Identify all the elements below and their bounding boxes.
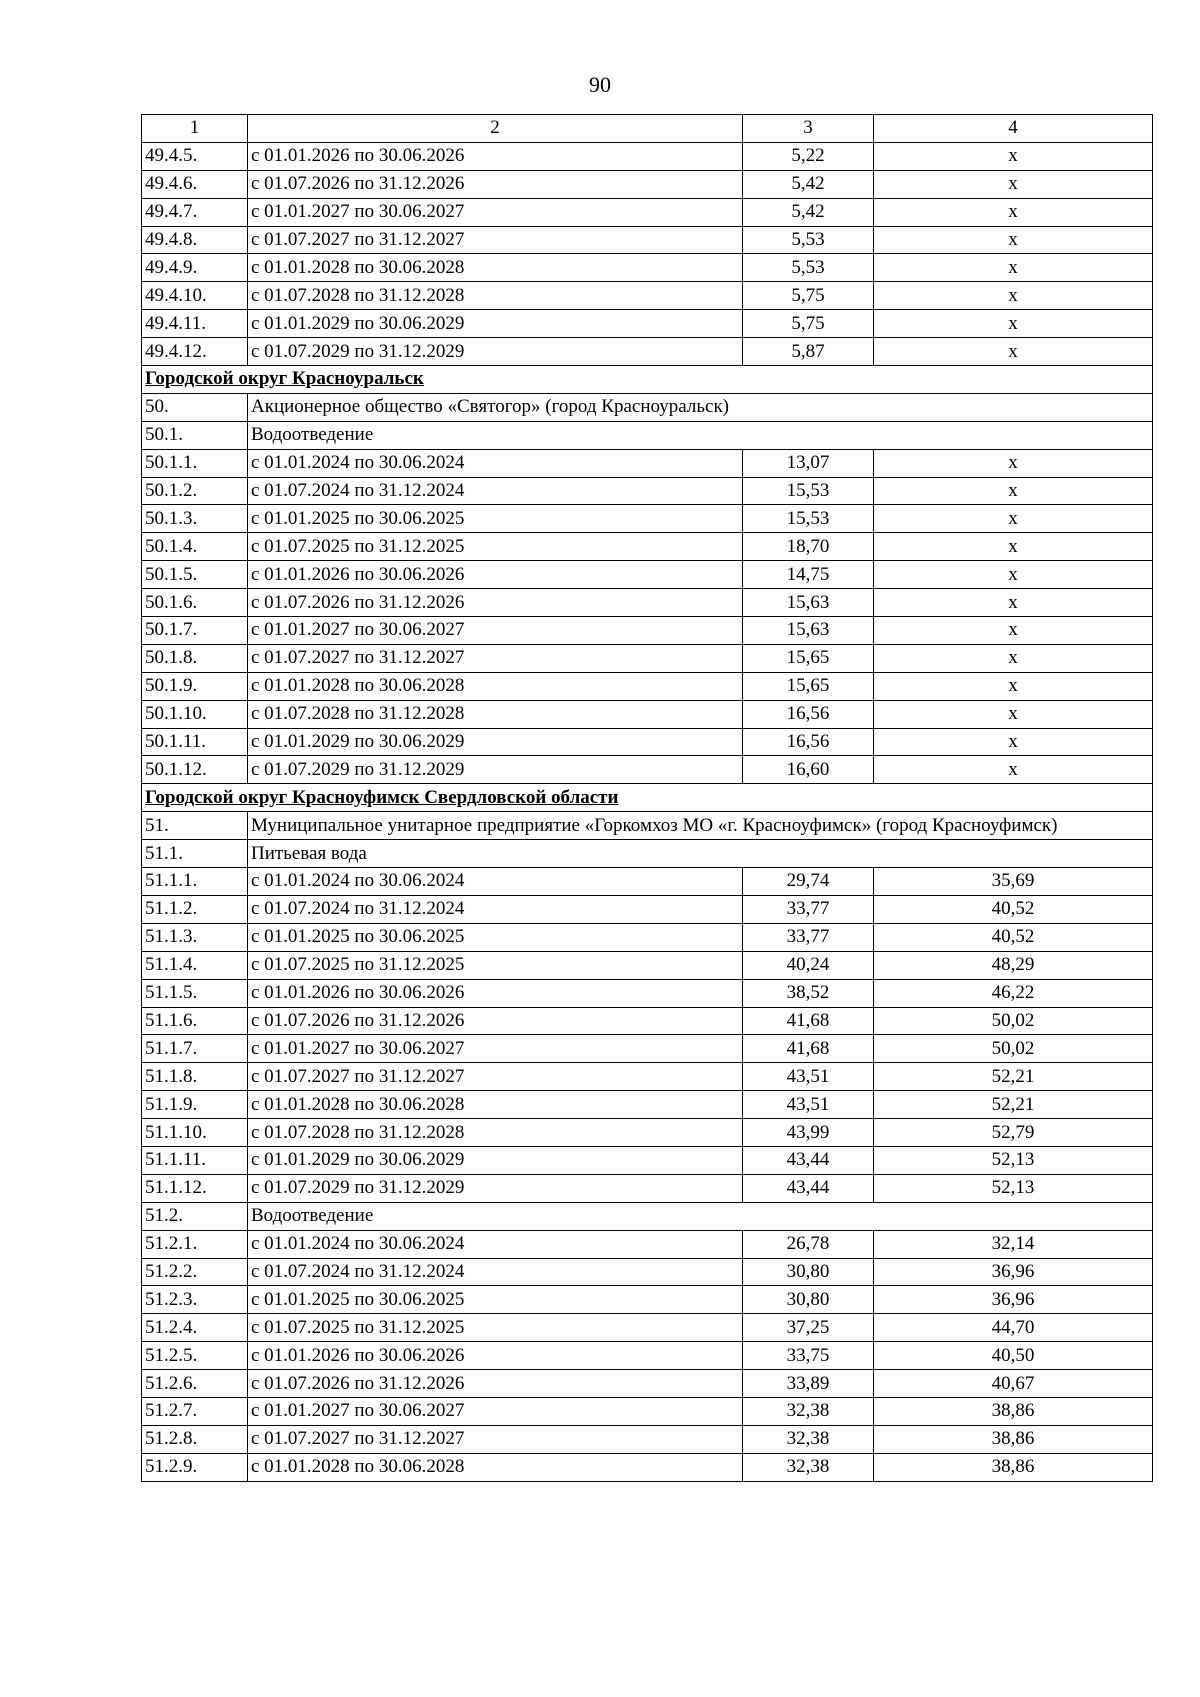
- tariff-value-with-vat: 38,86: [874, 1453, 1153, 1481]
- tariff-value: 15,53: [743, 477, 874, 505]
- tariff-value: 15,63: [743, 589, 874, 617]
- period: с 01.01.2027 по 30.06.2027: [248, 1035, 743, 1063]
- table-row: [142, 617, 1153, 645]
- tariff-value: 43,44: [743, 1146, 874, 1174]
- tariff-value-with-vat: 46,22: [874, 979, 1153, 1007]
- table-row: [142, 1035, 1153, 1063]
- period: с 01.07.2024 по 31.12.2024: [248, 895, 743, 923]
- table-row: [142, 1286, 1153, 1314]
- table-row: [142, 1119, 1153, 1147]
- row-number: 50.1.8.: [142, 644, 248, 672]
- period: с 01.01.2026 по 30.06.2026: [248, 142, 743, 170]
- period: с 01.07.2026 по 31.12.2026: [248, 1370, 743, 1398]
- table-row: [142, 449, 1153, 477]
- period: с 01.01.2028 по 30.06.2028: [248, 672, 743, 700]
- period: с 01.07.2027 по 31.12.2027: [248, 1425, 743, 1453]
- period: с 01.07.2029 по 31.12.2029: [248, 1174, 743, 1202]
- tariff-value-with-vat: х: [874, 310, 1153, 338]
- row-number: 51.1.11.: [142, 1146, 248, 1174]
- tariff-value: 15,65: [743, 672, 874, 700]
- tariff-value-with-vat: 38,86: [874, 1397, 1153, 1425]
- tariff-value: 32,38: [743, 1425, 874, 1453]
- table-row: [142, 254, 1153, 282]
- row-number: 51.1.8.: [142, 1063, 248, 1091]
- period: с 01.07.2028 по 31.12.2028: [248, 700, 743, 728]
- period: с 01.01.2024 по 30.06.2024: [248, 868, 743, 896]
- row-number: 51.: [142, 812, 248, 840]
- group-row: [142, 393, 1153, 421]
- tariff-value-with-vat: х: [874, 226, 1153, 254]
- section-row: [142, 784, 1153, 812]
- tariff-value: 32,38: [743, 1397, 874, 1425]
- tariff-value: 5,22: [743, 142, 874, 170]
- tariff-value-with-vat: 52,21: [874, 1091, 1153, 1119]
- period: с 01.07.2028 по 31.12.2028: [248, 282, 743, 310]
- tariff-value: 16,56: [743, 700, 874, 728]
- tariff-value: 30,80: [743, 1258, 874, 1286]
- group-row: [142, 812, 1153, 840]
- period: с 01.01.2026 по 30.06.2026: [248, 561, 743, 589]
- period: с 01.07.2028 по 31.12.2028: [248, 1119, 743, 1147]
- period: с 01.07.2025 по 31.12.2025: [248, 533, 743, 561]
- table-row: [142, 589, 1153, 617]
- period: с 01.01.2024 по 30.06.2024: [248, 1230, 743, 1258]
- table-row: [142, 895, 1153, 923]
- period: с 01.01.2029 по 30.06.2029: [248, 1146, 743, 1174]
- tariff-value-with-vat: 40,50: [874, 1342, 1153, 1370]
- table-row: [142, 1174, 1153, 1202]
- tariff-value-with-vat: 50,02: [874, 1035, 1153, 1063]
- row-number: 49.4.12.: [142, 338, 248, 366]
- table-row: [142, 868, 1153, 896]
- period: с 01.01.2024 по 30.06.2024: [248, 449, 743, 477]
- table-row: [142, 198, 1153, 226]
- tariff-value: 38,52: [743, 979, 874, 1007]
- row-number: 49.4.10.: [142, 282, 248, 310]
- section-row: [142, 366, 1153, 394]
- row-number: 51.2.6.: [142, 1370, 248, 1398]
- group-row: [142, 421, 1153, 449]
- tariff-value-with-vat: х: [874, 505, 1153, 533]
- table-row: [142, 644, 1153, 672]
- period: с 01.01.2028 по 30.06.2028: [248, 254, 743, 282]
- tariff-value-with-vat: х: [874, 282, 1153, 310]
- tariff-value: 5,42: [743, 170, 874, 198]
- group-title: Водоотведение: [248, 1202, 1153, 1230]
- tariff-value-with-vat: х: [874, 561, 1153, 589]
- table-header-row: [142, 115, 1153, 143]
- table-row: [142, 505, 1153, 533]
- period: с 01.01.2026 по 30.06.2026: [248, 979, 743, 1007]
- section-title: Городской округ Красноуральск: [142, 366, 1153, 394]
- group-row: [142, 840, 1153, 868]
- column-number-4: 4: [874, 115, 1153, 143]
- row-number: 51.1.7.: [142, 1035, 248, 1063]
- row-number: 50.1.12.: [142, 756, 248, 784]
- period: с 01.01.2029 по 30.06.2029: [248, 728, 743, 756]
- period: с 01.07.2026 по 31.12.2026: [248, 1007, 743, 1035]
- table-row: [142, 282, 1153, 310]
- table-row: [142, 338, 1153, 366]
- row-number: 51.2.3.: [142, 1286, 248, 1314]
- tariff-value-with-vat: 35,69: [874, 868, 1153, 896]
- period: с 01.07.2026 по 31.12.2026: [248, 589, 743, 617]
- tariff-table: [141, 114, 1153, 1482]
- period: с 01.01.2029 по 30.06.2029: [248, 310, 743, 338]
- row-number: 50.1.3.: [142, 505, 248, 533]
- table-row: [142, 1230, 1153, 1258]
- column-number-2: 2: [248, 115, 743, 143]
- table-row: [142, 142, 1153, 170]
- tariff-value: 33,75: [743, 1342, 874, 1370]
- tariff-value-with-vat: 40,52: [874, 923, 1153, 951]
- table-row: [142, 728, 1153, 756]
- table-row: [142, 979, 1153, 1007]
- period: с 01.07.2024 по 31.12.2024: [248, 1258, 743, 1286]
- row-number: 50.1.10.: [142, 700, 248, 728]
- tariff-value: 14,75: [743, 561, 874, 589]
- table-row: [142, 477, 1153, 505]
- tariff-value-with-vat: 48,29: [874, 951, 1153, 979]
- tariff-value-with-vat: 52,13: [874, 1146, 1153, 1174]
- table-row: [142, 951, 1153, 979]
- table-row: [142, 226, 1153, 254]
- period: с 01.07.2024 по 31.12.2024: [248, 477, 743, 505]
- row-number: 51.2.5.: [142, 1342, 248, 1370]
- tariff-value: 15,53: [743, 505, 874, 533]
- row-number: 50.1.: [142, 421, 248, 449]
- tariff-value-with-vat: 40,67: [874, 1370, 1153, 1398]
- tariff-value-with-vat: х: [874, 338, 1153, 366]
- tariff-value: 32,38: [743, 1453, 874, 1481]
- tariff-value: 33,89: [743, 1370, 874, 1398]
- tariff-value: 13,07: [743, 449, 874, 477]
- tariff-table-body: [142, 115, 1153, 1482]
- tariff-value: 5,75: [743, 310, 874, 338]
- row-number: 49.4.7.: [142, 198, 248, 226]
- tariff-value: 43,44: [743, 1174, 874, 1202]
- tariff-value: 33,77: [743, 923, 874, 951]
- row-number: 51.2.: [142, 1202, 248, 1230]
- tariff-value-with-vat: х: [874, 533, 1153, 561]
- tariff-value: 18,70: [743, 533, 874, 561]
- row-number: 50.1.6.: [142, 589, 248, 617]
- tariff-value: 5,53: [743, 254, 874, 282]
- period: с 01.01.2025 по 30.06.2025: [248, 923, 743, 951]
- table-row: [142, 1425, 1153, 1453]
- tariff-value-with-vat: 32,14: [874, 1230, 1153, 1258]
- row-number: 50.1.7.: [142, 617, 248, 645]
- table-row: [142, 561, 1153, 589]
- tariff-value-with-vat: х: [874, 449, 1153, 477]
- tariff-value-with-vat: 52,13: [874, 1174, 1153, 1202]
- tariff-value-with-vat: х: [874, 254, 1153, 282]
- tariff-value: 15,65: [743, 644, 874, 672]
- tariff-value: 16,56: [743, 728, 874, 756]
- tariff-value-with-vat: 44,70: [874, 1314, 1153, 1342]
- tariff-value-with-vat: х: [874, 198, 1153, 226]
- table-row: [142, 756, 1153, 784]
- period: с 01.01.2027 по 30.06.2027: [248, 198, 743, 226]
- tariff-value-with-vat: х: [874, 477, 1153, 505]
- row-number: 51.1.12.: [142, 1174, 248, 1202]
- tariff-value-with-vat: х: [874, 644, 1153, 672]
- period: с 01.07.2025 по 31.12.2025: [248, 951, 743, 979]
- tariff-value: 15,63: [743, 617, 874, 645]
- table-row: [142, 1146, 1153, 1174]
- row-number: 49.4.9.: [142, 254, 248, 282]
- table-row: [142, 1370, 1153, 1398]
- row-number: 50.1.4.: [142, 533, 248, 561]
- tariff-value-with-vat: х: [874, 589, 1153, 617]
- period: с 01.01.2027 по 30.06.2027: [248, 617, 743, 645]
- row-number: 49.4.6.: [142, 170, 248, 198]
- row-number: 51.2.9.: [142, 1453, 248, 1481]
- tariff-value: 5,75: [743, 282, 874, 310]
- table-row: [142, 923, 1153, 951]
- tariff-value: 43,51: [743, 1063, 874, 1091]
- tariff-value-with-vat: х: [874, 672, 1153, 700]
- table-row: [142, 1314, 1153, 1342]
- row-number: 50.1.1.: [142, 449, 248, 477]
- tariff-value: 16,60: [743, 756, 874, 784]
- tariff-value: 30,80: [743, 1286, 874, 1314]
- row-number: 49.4.5.: [142, 142, 248, 170]
- row-number: 51.2.7.: [142, 1397, 248, 1425]
- period: с 01.07.2029 по 31.12.2029: [248, 338, 743, 366]
- row-number: 51.2.4.: [142, 1314, 248, 1342]
- table-row: [142, 1007, 1153, 1035]
- period: с 01.07.2027 по 31.12.2027: [248, 226, 743, 254]
- tariff-value: 33,77: [743, 895, 874, 923]
- tariff-value: 43,99: [743, 1119, 874, 1147]
- column-number-1: 1: [142, 115, 248, 143]
- tariff-value-with-vat: 50,02: [874, 1007, 1153, 1035]
- tariff-value: 43,51: [743, 1091, 874, 1119]
- period: с 01.01.2027 по 30.06.2027: [248, 1397, 743, 1425]
- table-row: [142, 700, 1153, 728]
- period: с 01.07.2026 по 31.12.2026: [248, 170, 743, 198]
- period: с 01.07.2027 по 31.12.2027: [248, 644, 743, 672]
- tariff-value-with-vat: х: [874, 142, 1153, 170]
- column-number-3: 3: [743, 115, 874, 143]
- tariff-value-with-vat: 38,86: [874, 1425, 1153, 1453]
- tariff-value-with-vat: х: [874, 170, 1153, 198]
- period: с 01.01.2028 по 30.06.2028: [248, 1091, 743, 1119]
- row-number: 50.: [142, 393, 248, 421]
- tariff-value: 5,42: [743, 198, 874, 226]
- tariff-value: 29,74: [743, 868, 874, 896]
- row-number: 51.1.: [142, 840, 248, 868]
- table-row: [142, 672, 1153, 700]
- tariff-value: 5,53: [743, 226, 874, 254]
- tariff-value-with-vat: х: [874, 728, 1153, 756]
- row-number: 51.1.2.: [142, 895, 248, 923]
- row-number: 50.1.2.: [142, 477, 248, 505]
- row-number: 51.1.1.: [142, 868, 248, 896]
- period: с 01.01.2025 по 30.06.2025: [248, 1286, 743, 1314]
- tariff-value: 37,25: [743, 1314, 874, 1342]
- tariff-value-with-vat: х: [874, 617, 1153, 645]
- row-number: 51.1.6.: [142, 1007, 248, 1035]
- table-row: [142, 1063, 1153, 1091]
- tariff-value-with-vat: 52,21: [874, 1063, 1153, 1091]
- table-row: [142, 533, 1153, 561]
- period: с 01.07.2029 по 31.12.2029: [248, 756, 743, 784]
- tariff-value-with-vat: 52,79: [874, 1119, 1153, 1147]
- table-row: [142, 170, 1153, 198]
- row-number: 49.4.11.: [142, 310, 248, 338]
- row-number: 51.1.9.: [142, 1091, 248, 1119]
- table-row: [142, 310, 1153, 338]
- period: с 01.07.2027 по 31.12.2027: [248, 1063, 743, 1091]
- tariff-value: 41,68: [743, 1007, 874, 1035]
- row-number: 50.1.9.: [142, 672, 248, 700]
- row-number: 51.1.4.: [142, 951, 248, 979]
- section-title: Городской округ Красноуфимск Свердловской области: [142, 784, 1153, 812]
- tariff-value-with-vat: х: [874, 756, 1153, 784]
- table-row: [142, 1091, 1153, 1119]
- row-number: 51.2.1.: [142, 1230, 248, 1258]
- tariff-value: 40,24: [743, 951, 874, 979]
- row-number: 50.1.5.: [142, 561, 248, 589]
- row-number: 51.2.8.: [142, 1425, 248, 1453]
- period: с 01.01.2026 по 30.06.2026: [248, 1342, 743, 1370]
- table-row: [142, 1397, 1153, 1425]
- period: с 01.01.2028 по 30.06.2028: [248, 1453, 743, 1481]
- tariff-value-with-vat: 36,96: [874, 1286, 1153, 1314]
- group-title: Муниципальное унитарное предприятие «Горкомхоз МО «г. Красноуфимск» (город Красноуфимск): [248, 812, 1153, 840]
- page-number: 90: [589, 72, 611, 97]
- group-title: Водоотведение: [248, 421, 1153, 449]
- table-row: [142, 1453, 1153, 1481]
- period: с 01.07.2025 по 31.12.2025: [248, 1314, 743, 1342]
- row-number: 50.1.11.: [142, 728, 248, 756]
- row-number: 51.1.10.: [142, 1119, 248, 1147]
- row-number: 51.2.2.: [142, 1258, 248, 1286]
- period: с 01.01.2025 по 30.06.2025: [248, 505, 743, 533]
- table-row: [142, 1342, 1153, 1370]
- tariff-value: 5,87: [743, 338, 874, 366]
- tariff-value: 26,78: [743, 1230, 874, 1258]
- tariff-value-with-vat: 36,96: [874, 1258, 1153, 1286]
- group-title: Питьевая вода: [248, 840, 1153, 868]
- row-number: 51.1.5.: [142, 979, 248, 1007]
- group-row: [142, 1202, 1153, 1230]
- tariff-value-with-vat: х: [874, 700, 1153, 728]
- table-row: [142, 1258, 1153, 1286]
- group-title: Акционерное общество «Святогор» (город Красноуральск): [248, 393, 1153, 421]
- tariff-value-with-vat: 40,52: [874, 895, 1153, 923]
- row-number: 51.1.3.: [142, 923, 248, 951]
- tariff-value: 41,68: [743, 1035, 874, 1063]
- row-number: 49.4.8.: [142, 226, 248, 254]
